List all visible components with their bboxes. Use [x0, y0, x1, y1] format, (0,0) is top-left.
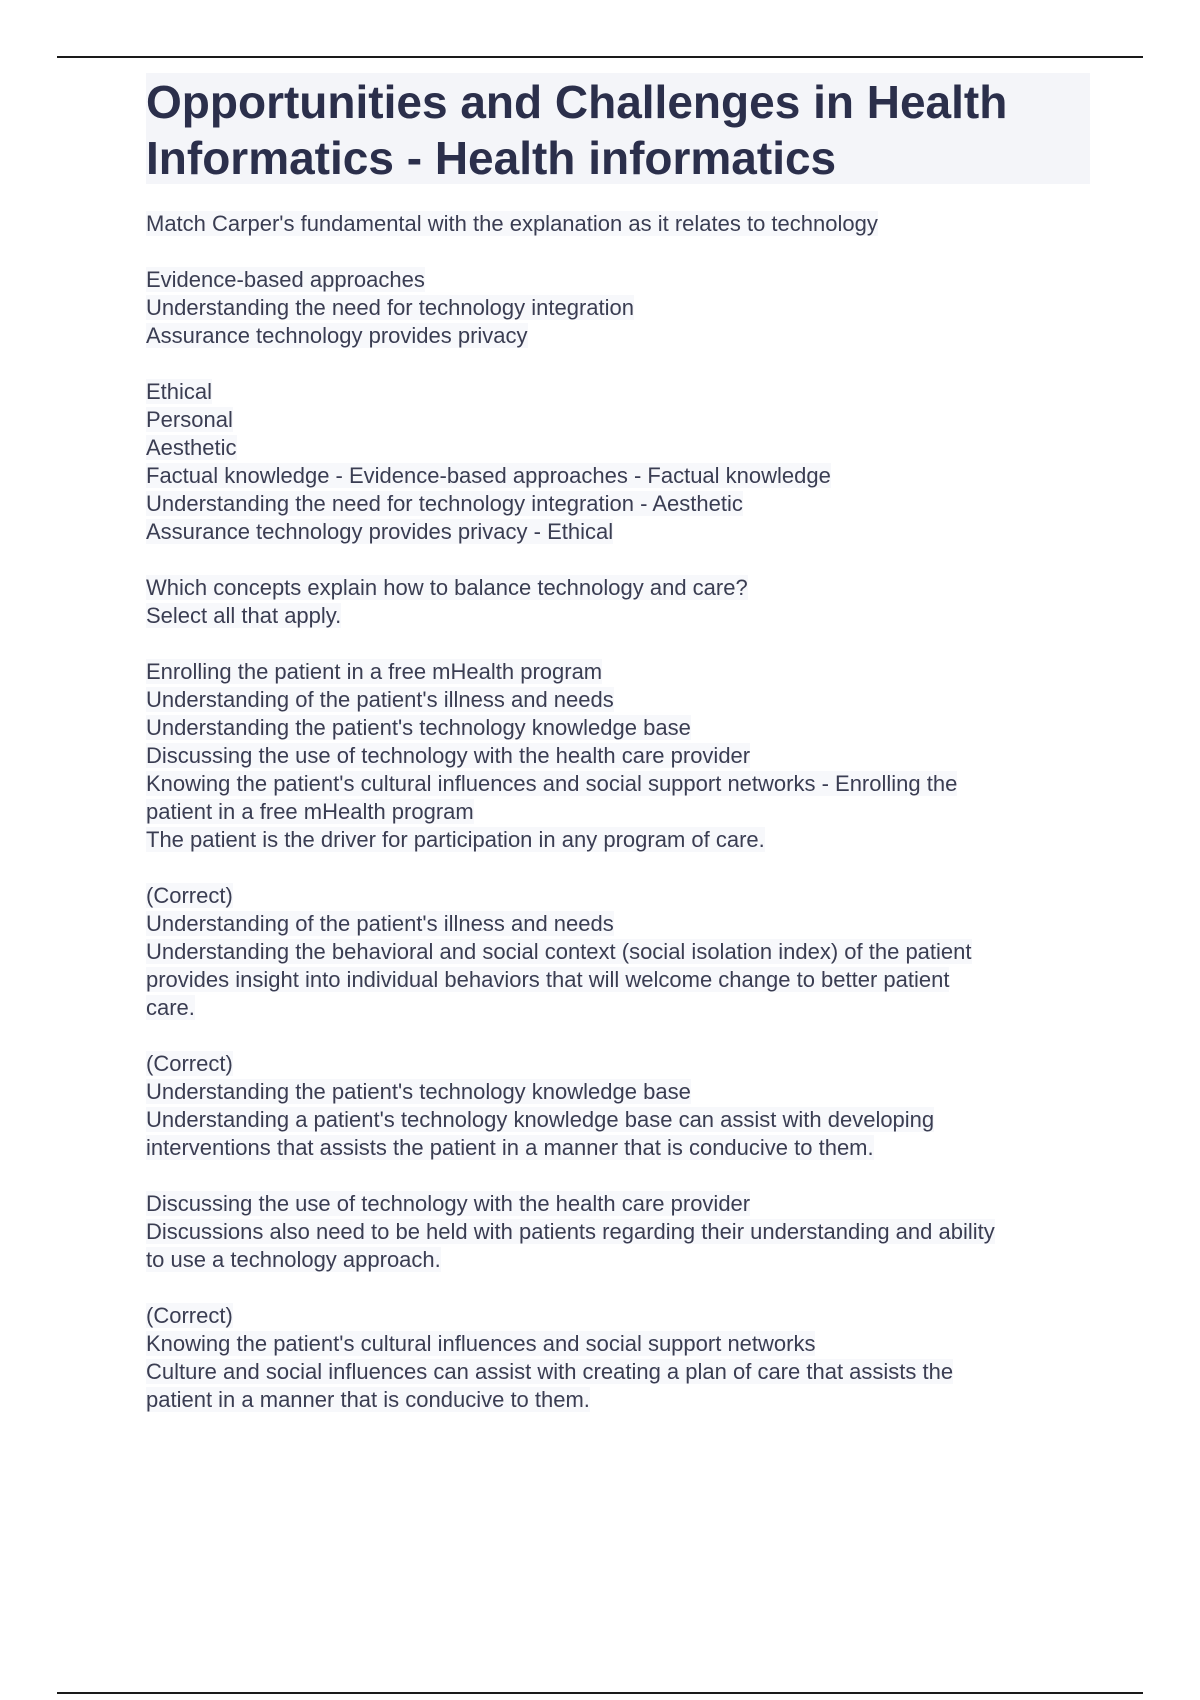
text-line: Enrolling the patient in a free mHealth program — [146, 659, 603, 684]
paragraph-intro — [146, 210, 1090, 238]
document-page — [146, 73, 1090, 1442]
paragraph-answer-1 — [146, 882, 1090, 1022]
title-block — [146, 73, 1090, 184]
text-line: The patient is the driver for participation in any program of care. — [146, 827, 765, 852]
text-line: Evidence-based approaches — [146, 267, 425, 292]
text-line: Understanding the need for technology integration — [146, 295, 635, 320]
text-line: Culture and social influences can assist with creating a plan of care that assists the — [146, 1359, 954, 1384]
text-line: Assurance technology provides privacy — [146, 323, 528, 348]
document-title: Opportunities and Challenges in Health Informatics - Health informatics — [146, 76, 1008, 184]
text-line: Ethical — [146, 379, 213, 404]
text-line: Discussing the use of technology with the health care provider — [146, 1191, 751, 1216]
text-line: Factual knowledge - Evidence-based approaches - Factual knowledge — [146, 463, 831, 488]
text-line: patient in a manner that is conducive to them. — [146, 1387, 590, 1412]
text-line: Personal — [146, 407, 233, 432]
text-line: Which concepts explain how to balance technology and care? — [146, 575, 748, 600]
text-line: Select all that apply. — [146, 603, 342, 628]
correct-label: (Correct) — [146, 1303, 233, 1328]
text-line: Knowing the patient's cultural influences and social support networks - Enrolling the — [146, 771, 958, 796]
correct-label: (Correct) — [146, 883, 233, 908]
text-line: Understanding the need for technology integration - Aesthetic — [146, 491, 743, 516]
paragraph-choices — [146, 658, 1090, 854]
paragraph-answer-2 — [146, 1050, 1090, 1162]
text-line: Understanding the patient's technology knowledge base — [146, 715, 691, 740]
paragraph-options — [146, 266, 1090, 350]
top-divider — [57, 56, 1143, 58]
text-line: Discussions also need to be held with patients regarding their understanding and ability — [146, 1219, 995, 1244]
text-line: Knowing the patient's cultural influences and social support networks — [146, 1331, 816, 1356]
paragraph-matches — [146, 378, 1090, 546]
text-line: Understanding the patient's technology knowledge base — [146, 1079, 691, 1104]
text-line: provides insight into individual behaviors that will welcome change to better patient — [146, 967, 950, 992]
correct-label: (Correct) — [146, 1051, 233, 1076]
text-line: Aesthetic — [146, 435, 237, 460]
paragraph-question — [146, 574, 1090, 630]
text-line: care. — [146, 995, 195, 1020]
text-line: patient in a free mHealth program — [146, 799, 474, 824]
text-line: Understanding of the patient's illness and needs — [146, 911, 614, 936]
paragraph-answer-4 — [146, 1302, 1090, 1414]
text-line: Assurance technology provides privacy - Ethical — [146, 519, 614, 544]
paragraph-answer-3 — [146, 1190, 1090, 1274]
text-line: Understanding of the patient's illness and needs — [146, 687, 614, 712]
text-line: Match Carper's fundamental with the explanation as it relates to technology — [146, 211, 878, 236]
text-line: interventions that assists the patient in a manner that is conducive to them. — [146, 1135, 874, 1160]
text-line: Understanding a patient's technology knowledge base can assist with developing — [146, 1107, 935, 1132]
document-body — [146, 210, 1090, 1414]
text-line: to use a technology approach. — [146, 1247, 441, 1272]
bottom-divider — [57, 1692, 1143, 1694]
text-line: Discussing the use of technology with the health care provider — [146, 743, 751, 768]
text-line: Understanding the behavioral and social context (social isolation index) of the patient — [146, 939, 972, 964]
